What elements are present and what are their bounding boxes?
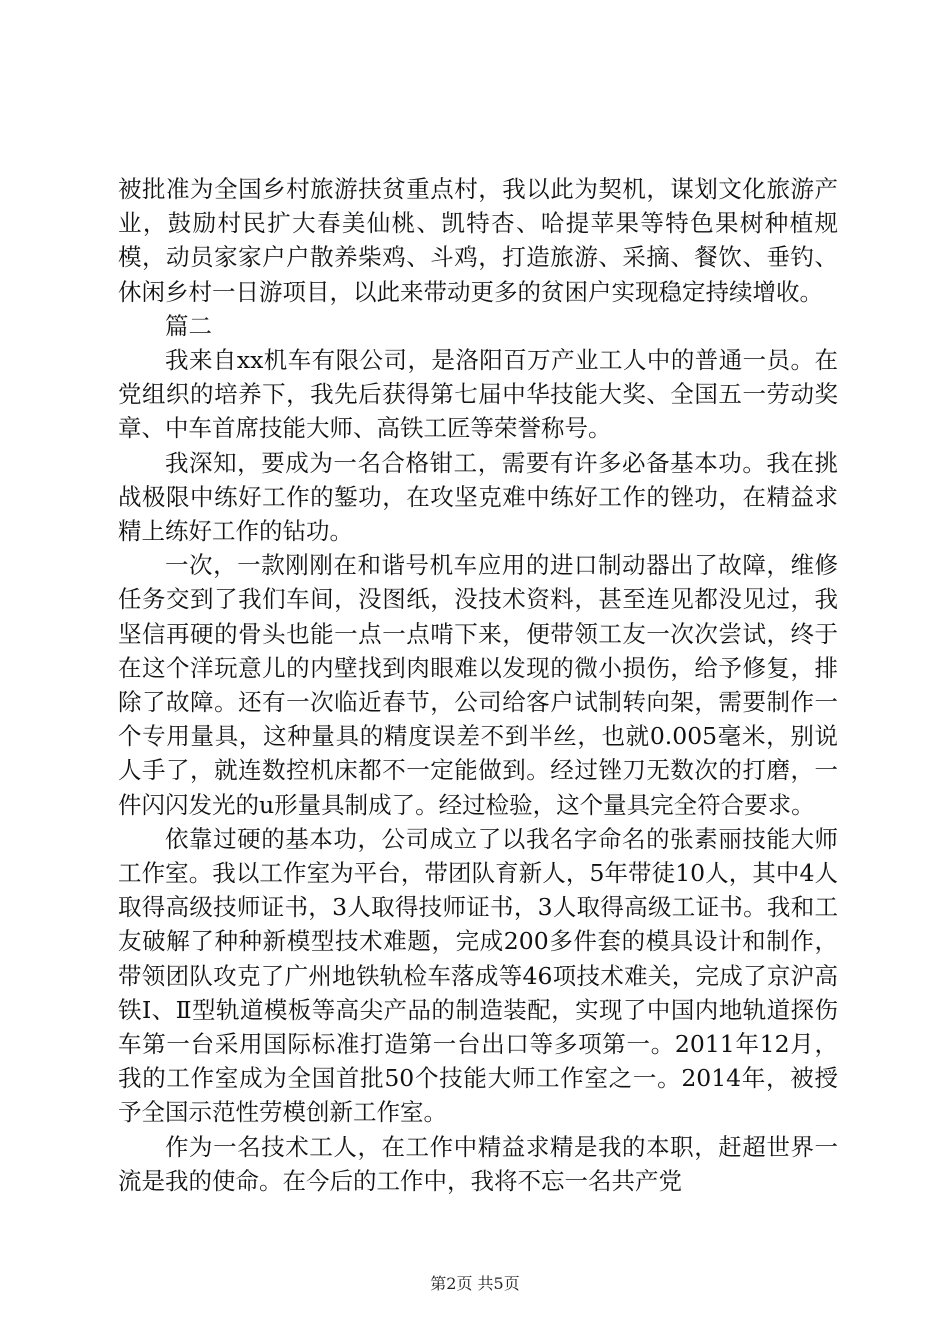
paragraph-7: 作为一名技术工人，在工作中精益求精是我的本职，赶超世界一流是我的使命。在今后的工作中，我将不忘一名共产党: [118, 1132, 838, 1195]
section-heading: 篇二: [165, 311, 212, 340]
paragraph-3: 我来自xx机车有限公司，是洛阳百万产业工人中的普通一员。在党组织的培养下，我先后获得第七届中华技能大奖、全国五一劳动奖章、中车首席技能大师、高铁工匠等荣誉称号。: [118, 346, 838, 443]
paragraph-1: 被批准为全国乡村旅游扶贫重点村，我以此为契机，谋划文化旅游产业，鼓励村民扩大春美仙桃、凯特杏、哈提苹果等特色果树种植规模，动员家家户户散养柴鸡、斗鸡，打造旅游、采摘、餐饮、垂钓、休闲乡村一日游项目，以此来带动更多的贫困户实现稳定持续增收。: [118, 175, 838, 306]
page-total: 共5页: [477, 1274, 520, 1293]
page-footer: [0, 1274, 950, 1294]
page-number: 第2页: [430, 1274, 473, 1293]
document-body: [118, 172, 838, 1198]
paragraph-6: 依靠过硬的基本功，公司成立了以我名字命名的张素丽技能大师工作室。我以工作室为平台，带团队育新人，5年带徒10人，其中4人取得高级技师证书，3人取得技师证书，3人取得高级工证书。我和工友破解了种种新模型技术难题，完成200多件套的模具设计和制作，带领团队攻克了广州地铁轨检车落成等46项技术难关，完成了京沪高铁Ⅰ、Ⅱ型轨道模板等高尖产品的制造装配，实现了中国内地轨道探伤车第一台采用国际标准打造第一台出口等多项第一。2011年12月，我的工作室成为全国首批50个技能大师工作室之一。2014年，被授予全国示范性劳模创新工作室。: [118, 824, 838, 1127]
paragraph-5: 一次，一款刚刚在和谐号机车应用的进口制动器出了故障，维修任务交到了我们车间，没图纸，没技术资料，甚至连见都没见过，我坚信再硬的骨头也能一点一点啃下来，便带领工友一次次尝试，终于在这个洋玩意儿的内壁找到肉眼难以发现的微小损伤，给予修复，排除了故障。还有一次临近春节，公司给客户试制转向架，需要制作一个专用量具，这种量具的精度误差不到半丝，也就0.005毫米，别说人手了，就连数控机床都不一定能做到。经过锉刀无数次的打磨，一件闪闪发光的u形量具制成了。经过检验，这个量具完全符合要求。: [118, 551, 838, 819]
paragraph-4: 我深知，要成为一名合格钳工，需要有许多必备基本功。我在挑战极限中练好工作的錾功，在攻坚克难中练好工作的锉功，在精益求精上练好工作的钻功。: [118, 448, 838, 546]
